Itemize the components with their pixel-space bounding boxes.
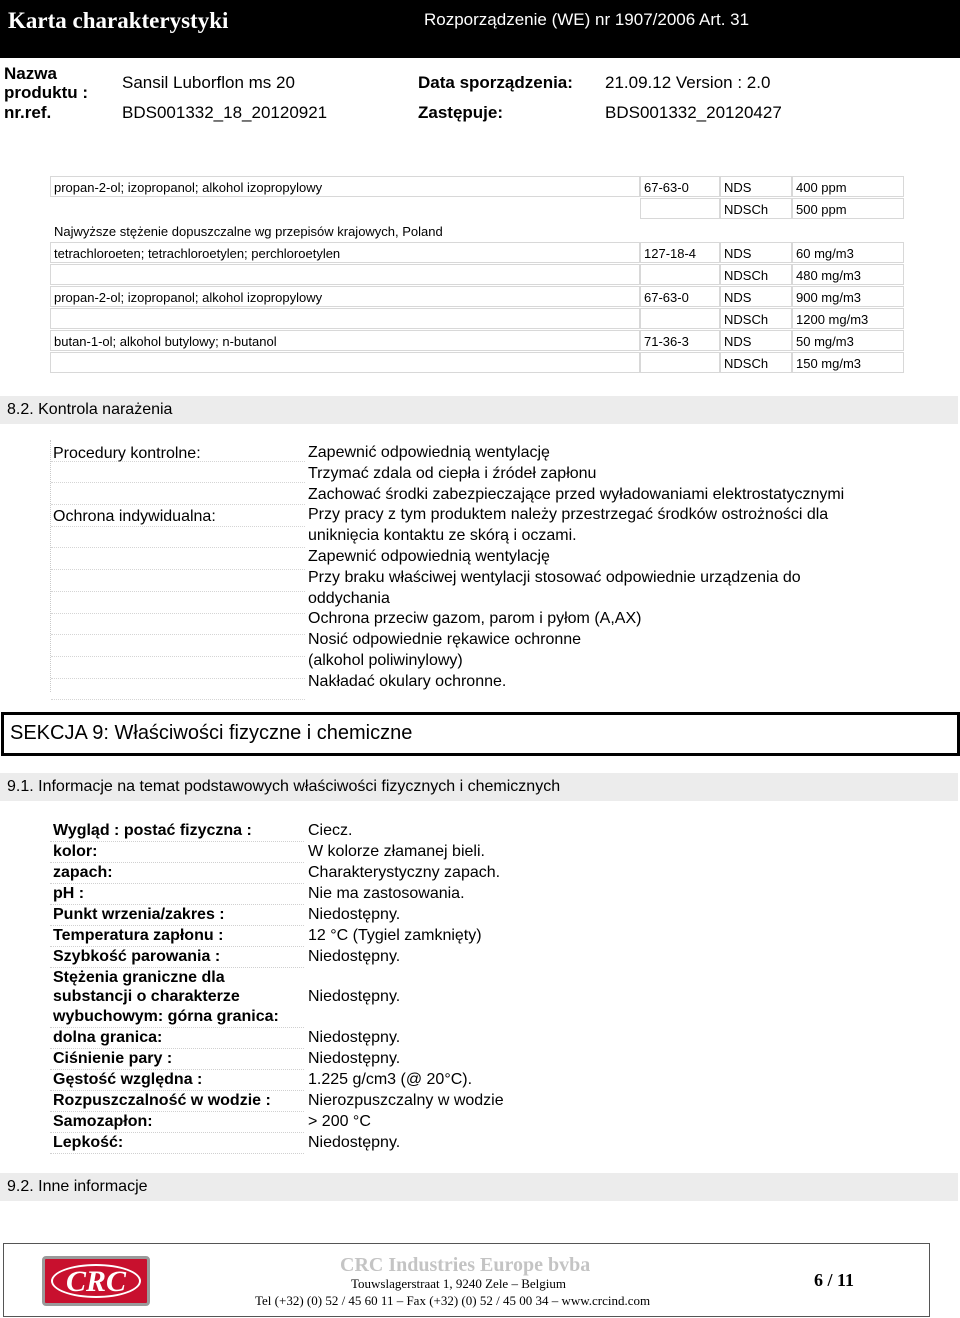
section-91-bar xyxy=(0,773,958,801)
section-9-header xyxy=(1,712,960,756)
section-82-bar xyxy=(0,396,958,424)
company-address: Touwslagerstraat 1, 9240 Zele – Belgium xyxy=(351,1276,566,1291)
product-label-1: Nazwa xyxy=(4,64,57,83)
property-value: 1.225 g/cm3 (@ 20°C). xyxy=(308,1071,473,1088)
table-row: NDSCh 500 ppm xyxy=(50,198,910,220)
property-label: Lepkość: xyxy=(53,1134,124,1151)
property-label: dolna granica: xyxy=(53,1029,163,1046)
property-value: W kolorze złamanej bieli. xyxy=(308,843,485,860)
property-label: Samozapłon: xyxy=(53,1113,153,1130)
section-82-title: 8.2. Kontrola narażenia xyxy=(7,401,173,418)
table-row: propan-2-ol; izopropanol; alkohol izopropylowy 67-63-0 NDS 900 mg/m3 xyxy=(50,286,910,308)
property-value: 12 °C (Tygiel zamknięty) xyxy=(308,927,482,944)
property-label: Stężenia graniczne dla xyxy=(53,969,225,986)
control-line: Przy braku właściwej wentylacji stosować odpowiednie urządzenia do xyxy=(308,568,801,586)
logo-text: CRC xyxy=(65,1265,127,1298)
control-line: Przy pracy z tym produktem należy przestrzegać środków ostrożności dla xyxy=(308,506,829,524)
table-row: propan-2-ol; izopropanol; alkohol izopropylowy 67-63-0 NDS 400 ppm xyxy=(50,176,910,198)
replaces-label: Zastępuje: xyxy=(418,103,504,122)
section-92-title: 9.2. Inne informacje xyxy=(7,1178,148,1195)
property-label: Gęstość względna : xyxy=(53,1071,203,1088)
ref-value: BDS001332_18_20120921 xyxy=(122,103,328,122)
page-footer xyxy=(3,1243,930,1317)
property-label: substancji o charakterze xyxy=(53,988,240,1005)
property-value: Niedostępny. xyxy=(308,948,401,965)
personal-protection-label: Ochrona indywidualna: xyxy=(53,508,216,525)
controls-label-grid xyxy=(50,440,305,692)
company-name: CRC Industries Europe bvba xyxy=(340,1254,591,1276)
header-band xyxy=(0,0,960,58)
page-number: 6 / 11 xyxy=(814,1270,855,1290)
property-value: Nie ma zastosowania. xyxy=(308,885,465,902)
table-row: NDSCh 150 mg/m3 xyxy=(50,352,910,374)
property-value: Niedostępny. xyxy=(308,906,401,923)
property-value: Ciecz. xyxy=(308,822,353,839)
control-line: Ochrona przeciw gazom, parom i pyłom (A,AX) xyxy=(308,610,642,628)
property-label: wybuchowym: górna granica: xyxy=(53,1008,279,1025)
section-9-title: SEKCJA 9: Właściwości fizyczne i chemiczne xyxy=(10,722,413,744)
table-row: butan-1-ol; alkohol butylowy; n-butanol 71-36-3 NDS 50 mg/m3 xyxy=(50,330,910,352)
document-title: Karta charakterystyki xyxy=(8,8,229,33)
property-value: > 200 °C xyxy=(308,1113,371,1130)
product-name: Sansil Luborflon ms 20 xyxy=(122,73,295,92)
ref-label: nr.ref. xyxy=(4,103,52,122)
control-procedures-label: Procedury kontrolne: xyxy=(53,445,201,462)
regulation-reference: Rozporządzenie (WE) nr 1907/2006 Art. 31 xyxy=(424,10,750,29)
property-value: Niedostępny. xyxy=(308,1134,401,1151)
property-label: Punkt wrzenia/zakres : xyxy=(53,906,225,923)
exposure-limits-table xyxy=(50,176,910,374)
crc-logo xyxy=(42,1256,150,1306)
control-line: Nosić odpowiednie rękawice ochronne xyxy=(308,631,582,649)
table-row: tetrachloroeten; tetrachloroetylen; perchloroetylen 127-18-4 NDS 60 mg/m3 xyxy=(50,242,910,264)
property-label: Rozpuszczalność w wodzie : xyxy=(53,1092,271,1109)
property-label: pH : xyxy=(53,885,85,902)
table-row xyxy=(50,220,910,242)
replaces-value: BDS001332_20120427 xyxy=(605,103,782,122)
table-row: NDSCh 1200 mg/m3 xyxy=(50,308,910,330)
control-line: Trzymać zdala od ciepła i źródeł zapłonu xyxy=(308,464,597,482)
control-line: (alkohol poliwinylowy) xyxy=(308,651,463,669)
property-label: Szybkość parowania : xyxy=(53,948,221,965)
property-label: Wygląd : postać fizyczna : xyxy=(53,822,252,839)
product-label-2: produktu : xyxy=(4,83,89,102)
section-92-bar xyxy=(0,1173,958,1201)
controls-text xyxy=(308,443,844,693)
control-line: oddychania xyxy=(308,589,390,607)
control-line: uniknięcia kontaktu ze skórą i oczami. xyxy=(308,527,577,545)
property-label: Temperatura zapłonu : xyxy=(53,927,224,944)
control-line: Zachować środki zabezpieczające przed wyładowaniami elektrostatycznymi xyxy=(308,485,845,503)
section-91-title: 9.1. Informacje na temat podstawowych właściwości fizycznych i chemicznych xyxy=(7,778,561,795)
property-value: Niedostępny. xyxy=(308,1050,401,1067)
date-label: Data sporządzenia: xyxy=(418,73,573,92)
date-value: 21.09.12 Version : 2.0 xyxy=(605,73,771,92)
control-line: Zapewnić odpowiednią wentylację xyxy=(308,444,550,461)
property-value: Nierozpuszczalny w wodzie xyxy=(308,1092,504,1109)
property-label: Ciśnienie pary : xyxy=(53,1050,173,1067)
property-label: kolor: xyxy=(53,843,98,860)
company-contact: Tel (+32) (0) 52 / 45 60 11 – Fax (+32) (0) 52 / 45 00 34 – www.crcind.com xyxy=(255,1293,651,1308)
property-value: Charakterystyczny zapach. xyxy=(308,864,501,881)
national-limits-heading: Najwyższe stężenie dopuszczalne wg przepisów krajowych, Poland xyxy=(54,224,443,239)
table-row: NDSCh 480 mg/m3 xyxy=(50,264,910,286)
control-line: Zapewnić odpowiednią wentylację xyxy=(308,547,550,565)
property-label: zapach: xyxy=(53,864,113,881)
document-header xyxy=(0,0,960,130)
property-value: Niedostępny. xyxy=(308,1029,401,1046)
property-value: Niedostępny. xyxy=(308,988,401,1005)
control-line: Nakładać okulary ochronne. xyxy=(308,672,507,690)
